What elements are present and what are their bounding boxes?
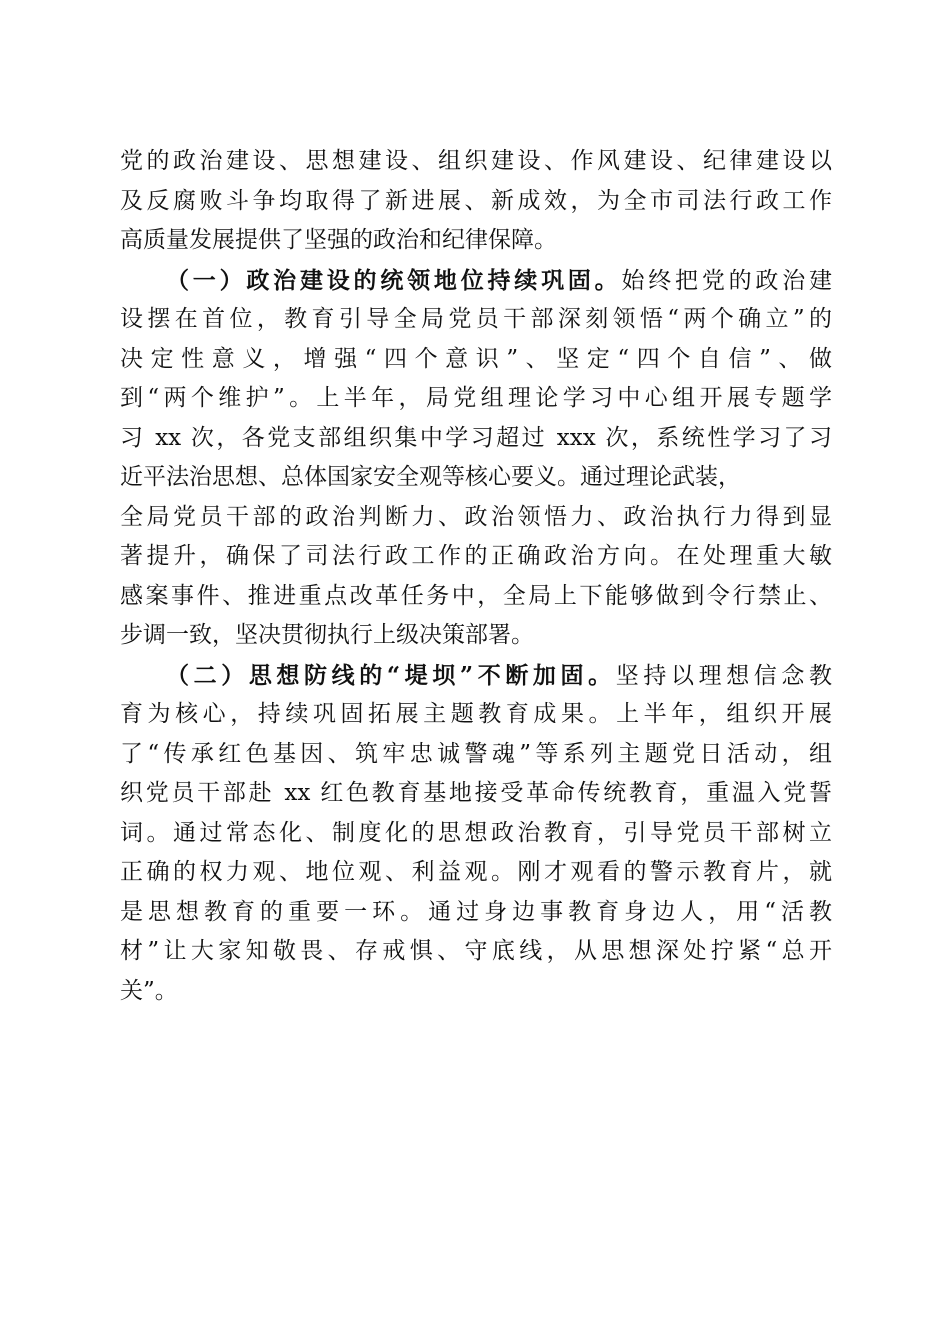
text-line: 高质量发展提供了坚强的政治和纪律保障。 (120, 227, 557, 253)
paragraph-intro (120, 142, 832, 261)
text-line: 关”。 (120, 977, 178, 1004)
paragraph-ideological-defense (120, 656, 832, 1012)
text-line: 感案事件、推进重点改革任务中，全局上下能够做到令行禁止、 (120, 582, 832, 609)
paragraph-first-line (120, 656, 832, 696)
text-run: 始终把党的政治建 (621, 267, 833, 294)
text-run: 坚持以理想信念教 (615, 662, 833, 689)
text-line: 步调一致，坚决贯彻执行上级决策部署。 (120, 622, 534, 648)
text-line: 及反腐败斗争均取得了新进展、新成效，为全市司法行政工作 (120, 187, 832, 214)
section-heading: （一）政治建设的统领地位持续巩固。 (166, 266, 622, 294)
text-line: 正确的权力观、地位观、利益观。刚才观看的警示教育片，就 (120, 859, 832, 885)
text-line: 材”让大家知敬畏、存戒惧、守底线，从思想深处拧紧“总开 (120, 938, 832, 964)
text-line: 全局党员干部的政治判断力、政治领悟力、政治执行力得到显 (120, 503, 832, 530)
text-line: 近平法治思想、总体国家安全观等核心要义。通过理论武装， (120, 464, 741, 490)
paragraph-first-line (120, 261, 832, 301)
paragraph-political-building (120, 261, 832, 656)
text-line: 设摆在首位，教育引导全局党员干部深刻领悟“两个确立”的 (120, 306, 832, 332)
text-line: 习 xx 次，各党支部组织集中学习超过 xxx 次，系统性学习了习 (120, 424, 832, 451)
text-line: 育为核心，持续巩固拓展主题教育成果。上半年，组织开展 (120, 701, 832, 727)
text-line: 词。通过常态化、制度化的思想政治教育，引导党员干部树立 (120, 819, 832, 846)
text-line: 党的政治建设、思想建设、组织建设、作风建设、纪律建设以 (120, 148, 832, 174)
section-heading: （二）思想防线的“堤坝”不断加固。 (166, 661, 616, 689)
text-line: 决定性意义，增强“四个意识”、坚定“四个自信”、做 (120, 345, 832, 372)
text-line: 织党员干部赴 xx 红色教育基地接受革命传统教育，重温入党誓 (120, 780, 832, 806)
text-line: 著提升，确保了司法行政工作的正确政治方向。在处理重大敏 (120, 543, 832, 569)
text-line: 到“两个维护”。上半年，局党组理论学习中心组开展专题学 (120, 385, 832, 411)
text-line: 是思想教育的重要一环。通过身边事教育身边人，用“活教 (120, 898, 832, 925)
document-body (120, 142, 832, 1011)
text-line: 了“传承红色基因、筑牢忠诚警魂”等系列主题党日活动，组 (120, 740, 832, 767)
